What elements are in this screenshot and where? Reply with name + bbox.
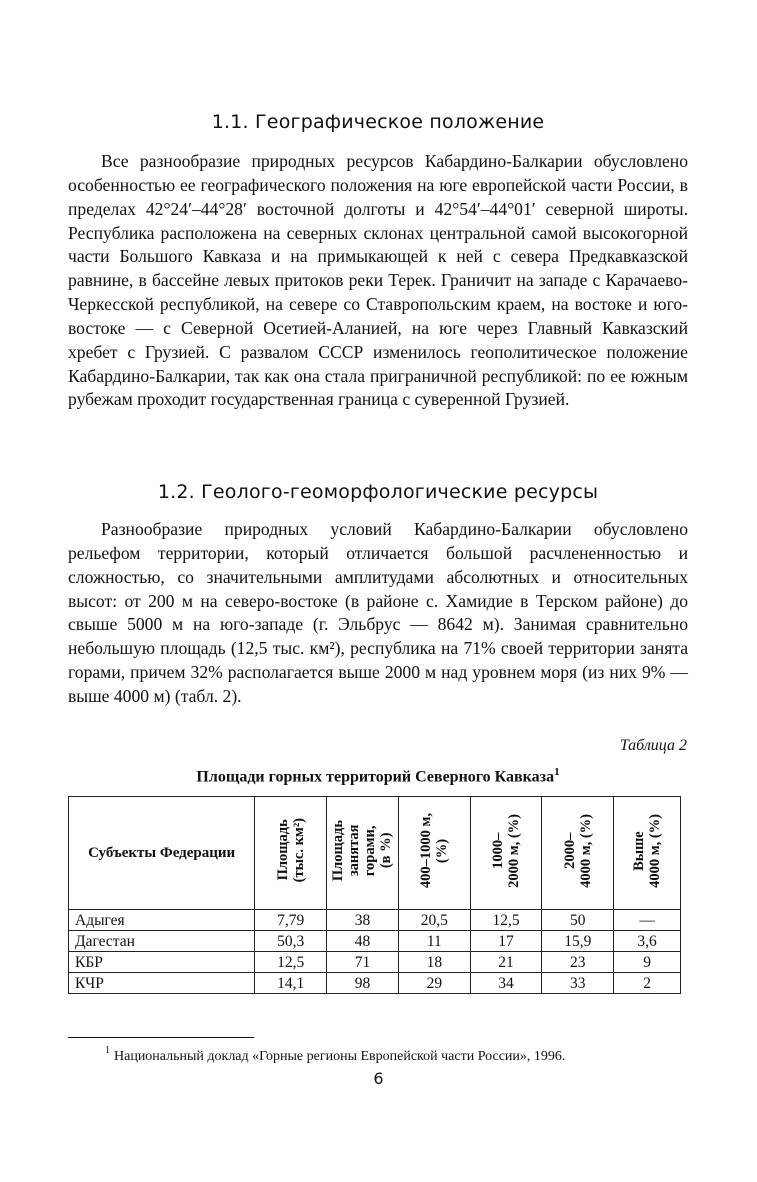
footnote-divider bbox=[68, 1037, 254, 1038]
footnote bbox=[105, 1045, 705, 1065]
header-mountains bbox=[327, 797, 399, 910]
table-title bbox=[68, 766, 688, 786]
cell-mountains: 38 bbox=[327, 910, 399, 931]
section-heading-geomorphology: 1.2. Геолого-геоморфологические ресурсы bbox=[157, 481, 599, 503]
cell-subject: КБР bbox=[69, 952, 255, 973]
paragraph-geographic-position: Все разнообразие природных ресурсов Кабардино-Балкарии обусловлено особенностью ее географического положения на юге европейской части России, в пределах 42°24′–44°28′ восточной долготы и 42°54′–44°01′ северной широты. Республика расположена на северных склонах центральной самой высокогорной части Большого Кавказа и на примыкающей к ней с севера Предкавказской равнине, в бассейне левых притоков реки Терек. Граничит на западе с Карачаево-Черкесской республикой, на севере со Ставропольским краем, на востоке и юго-востоке — с Северной Осетией-Аланией, на юге через Главный Кавказский хребет с Грузией. С развалом СССР изменилось геополитическое положение Кабардино-Балкарии, так как она стала приграничной республикой: по ее южным рубежам проходит государственная граница с суверенной Грузией. bbox=[68, 151, 688, 410]
header-subject: Субъекты Федерации bbox=[69, 797, 255, 910]
cell-2000-4000: 33 bbox=[542, 973, 614, 994]
cell-2000-4000: 23 bbox=[542, 952, 614, 973]
footnote-reference: 1 bbox=[554, 766, 560, 778]
mountain-areas-table bbox=[68, 796, 681, 994]
cell-subject: Адыгея bbox=[69, 910, 255, 931]
table-row bbox=[69, 952, 681, 973]
header-area-text: Площадь (тыс. км²) bbox=[274, 818, 307, 883]
table-row bbox=[69, 973, 681, 994]
section-heading-geographic-position: 1.1. Географическое положение bbox=[211, 111, 545, 133]
cell-mountains: 71 bbox=[327, 952, 399, 973]
cell-above-4000: 3,6 bbox=[614, 931, 681, 952]
table-row bbox=[69, 931, 681, 952]
header-1000-2000-text: 1000– 2000 м, (%) bbox=[490, 813, 523, 888]
cell-above-4000: 2 bbox=[614, 973, 681, 994]
cell-400-1000: 29 bbox=[398, 973, 470, 994]
header-400-1000-text: 400–1000 м, (%) bbox=[418, 812, 451, 889]
cell-1000-2000: 21 bbox=[470, 952, 542, 973]
table-row bbox=[69, 910, 681, 931]
cell-subject: Дагестан bbox=[69, 931, 255, 952]
table-header-row bbox=[69, 797, 681, 910]
header-above-4000 bbox=[614, 797, 681, 910]
paragraph-geomorphology: Разнообразие природных условий Кабардино-Балкарии обусловлено рельефом территории, который отличается большой расчлененностью и сложностью, со значительными амплитудами абсолютных и относительных высот: от 200 м на северо-востоке (в районе с. Хамидие в Терском районе) до свыше 5000 м на юго-западе (г. Эльбрус — 8642 м). Занимая сравнительно небольшую площадь (12,5 тыс. км²), республика на 71% своей территории занята горами, причем 32% располагается выше 2000 м над уровнем моря (из них 9% — выше 4000 м) (табл. 2). bbox=[68, 519, 688, 706]
cell-mountains: 98 bbox=[327, 973, 399, 994]
header-mountains-text: Площадь занятая горами, (в %) bbox=[330, 819, 395, 882]
footnote-mark: 1 bbox=[105, 1045, 110, 1056]
cell-above-4000: — bbox=[614, 910, 681, 931]
cell-2000-4000: 50 bbox=[542, 910, 614, 931]
table-title-text: Площади горных территорий Северного Кавказа bbox=[196, 768, 555, 786]
cell-above-4000: 9 bbox=[614, 952, 681, 973]
cell-400-1000: 18 bbox=[398, 952, 470, 973]
header-2000-4000-text: 2000– 4000 м, (%) bbox=[561, 813, 594, 888]
header-2000-4000 bbox=[542, 797, 614, 910]
page-number: 6 bbox=[373, 1069, 384, 1088]
cell-subject: КЧР bbox=[69, 973, 255, 994]
footnote-text: Национальный доклад «Горные регионы Европейской части России», 1996. bbox=[114, 1049, 566, 1064]
cell-400-1000: 20,5 bbox=[398, 910, 470, 931]
cell-mountains: 48 bbox=[327, 931, 399, 952]
cell-400-1000: 11 bbox=[398, 931, 470, 952]
cell-2000-4000: 15,9 bbox=[542, 931, 614, 952]
cell-1000-2000: 17 bbox=[470, 931, 542, 952]
cell-1000-2000: 34 bbox=[470, 973, 542, 994]
cell-area: 12,5 bbox=[255, 952, 327, 973]
header-1000-2000 bbox=[470, 797, 542, 910]
table-number: Таблица 2 bbox=[619, 737, 687, 754]
cell-area: 50,3 bbox=[255, 931, 327, 952]
cell-1000-2000: 12,5 bbox=[470, 910, 542, 931]
cell-area: 14,1 bbox=[255, 973, 327, 994]
header-400-1000 bbox=[398, 797, 470, 910]
header-area bbox=[255, 797, 327, 910]
cell-area: 7,79 bbox=[255, 910, 327, 931]
header-above-4000-text: Выше 4000 м, (%) bbox=[631, 813, 664, 888]
